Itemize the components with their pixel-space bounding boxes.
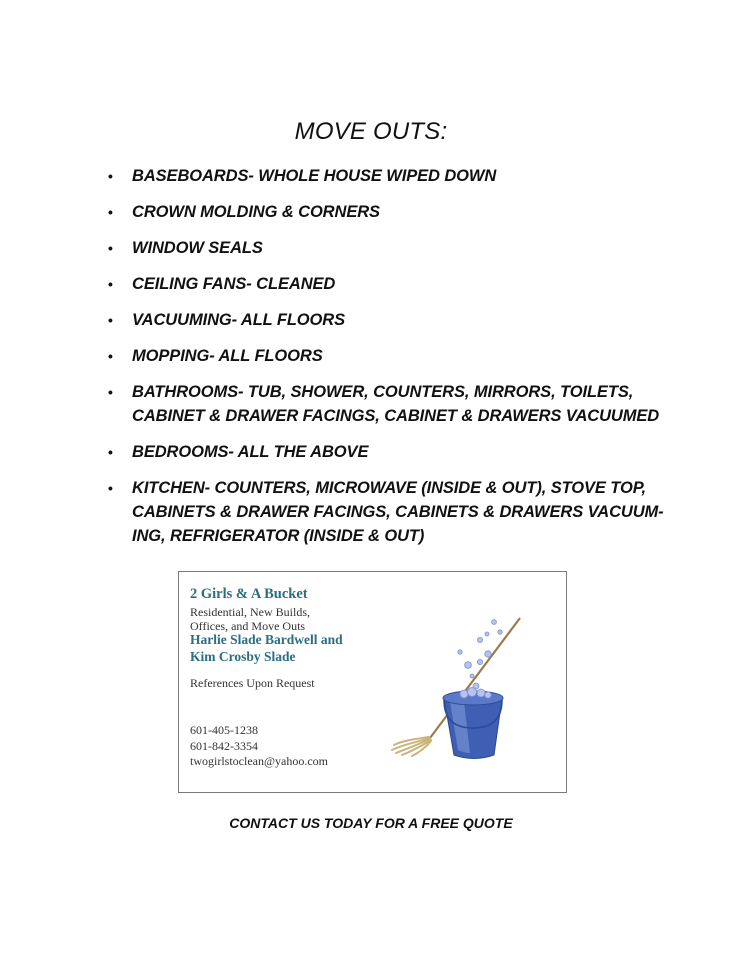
page-title: MOVE OUTS: — [294, 118, 448, 145]
business-card — [178, 571, 567, 793]
checklist-item-text: KITCHEN- COUNTERS, MICROWAVE (INSIDE & OUT), STOVE TOP, CABINETS & DRAWER FACINGS, CABINETS & DRAWERS VACUUM-ING, REFRIGERATOR (INSIDE & OUT) — [132, 479, 664, 545]
services-text — [190, 605, 360, 633]
bullet-icon: • — [108, 240, 113, 256]
checklist-item — [104, 272, 684, 296]
phone-number-2: 601-842-3354 — [190, 738, 258, 753]
checklist-item-text: BASEBOARDS- WHOLE HOUSE WIPED DOWN — [132, 167, 497, 185]
checklist-item — [104, 380, 684, 428]
checklist-item-text: WINDOW SEALS — [132, 239, 263, 257]
checklist-item — [104, 200, 684, 224]
email-address: twogirlstoclean@yahoo.com — [190, 754, 329, 768]
company-name: 2 Girls & A Bucket — [190, 586, 308, 602]
move-out-checklist — [104, 164, 684, 560]
bullet-icon: • — [108, 204, 113, 220]
checklist-item-text: MOPPING- ALL FLOORS — [132, 347, 323, 365]
owners-line-2: Kim Crosby Slade — [190, 649, 296, 664]
owner-names — [190, 631, 343, 665]
checklist-item — [104, 236, 684, 260]
bullet-icon: • — [108, 168, 113, 184]
checklist-item — [104, 164, 684, 188]
references-text: References Upon Request — [190, 676, 315, 690]
call-to-action: CONTACT US TODAY FOR A FREE QUOTE — [229, 815, 513, 831]
services-line-1: Residential, New Builds, — [190, 605, 310, 619]
owners-line-1: Harlie Slade Bardwell and — [190, 632, 343, 647]
contact-info — [190, 723, 328, 770]
bullet-icon: • — [108, 348, 113, 364]
checklist-item — [104, 440, 684, 464]
soap-bubbles — [458, 620, 502, 699]
checklist-item — [104, 476, 684, 548]
services-line-2: Offices, and Move Outs — [190, 619, 306, 633]
bullet-icon: • — [108, 312, 113, 328]
checklist-item-text: BEDROOMS- ALL THE ABOVE — [132, 443, 369, 461]
checklist-item-text: CROWN MOLDING & CORNERS — [132, 203, 380, 221]
checklist-item — [104, 308, 684, 332]
bullet-icon: • — [108, 480, 113, 496]
bullet-icon: • — [108, 444, 113, 460]
bullet-icon: • — [108, 384, 113, 400]
checklist-item-text: CEILING FANS- CLEANED — [132, 275, 336, 293]
checklist-item-text: VACUUMING- ALL FLOORS — [132, 311, 345, 329]
checklist-item — [104, 344, 684, 368]
bullet-icon: • — [108, 276, 113, 292]
checklist-item-text: BATHROOMS- TUB, SHOWER, COUNTERS, MIRRORS, TOILETS, CABINET & DRAWER FACINGS, CABINET & DRAWERS VACUUMED — [132, 383, 660, 425]
phone-number-1: 601-405-1238 — [190, 723, 258, 737]
mop-and-bucket-icon — [384, 610, 534, 760]
mop-head — [392, 737, 431, 756]
